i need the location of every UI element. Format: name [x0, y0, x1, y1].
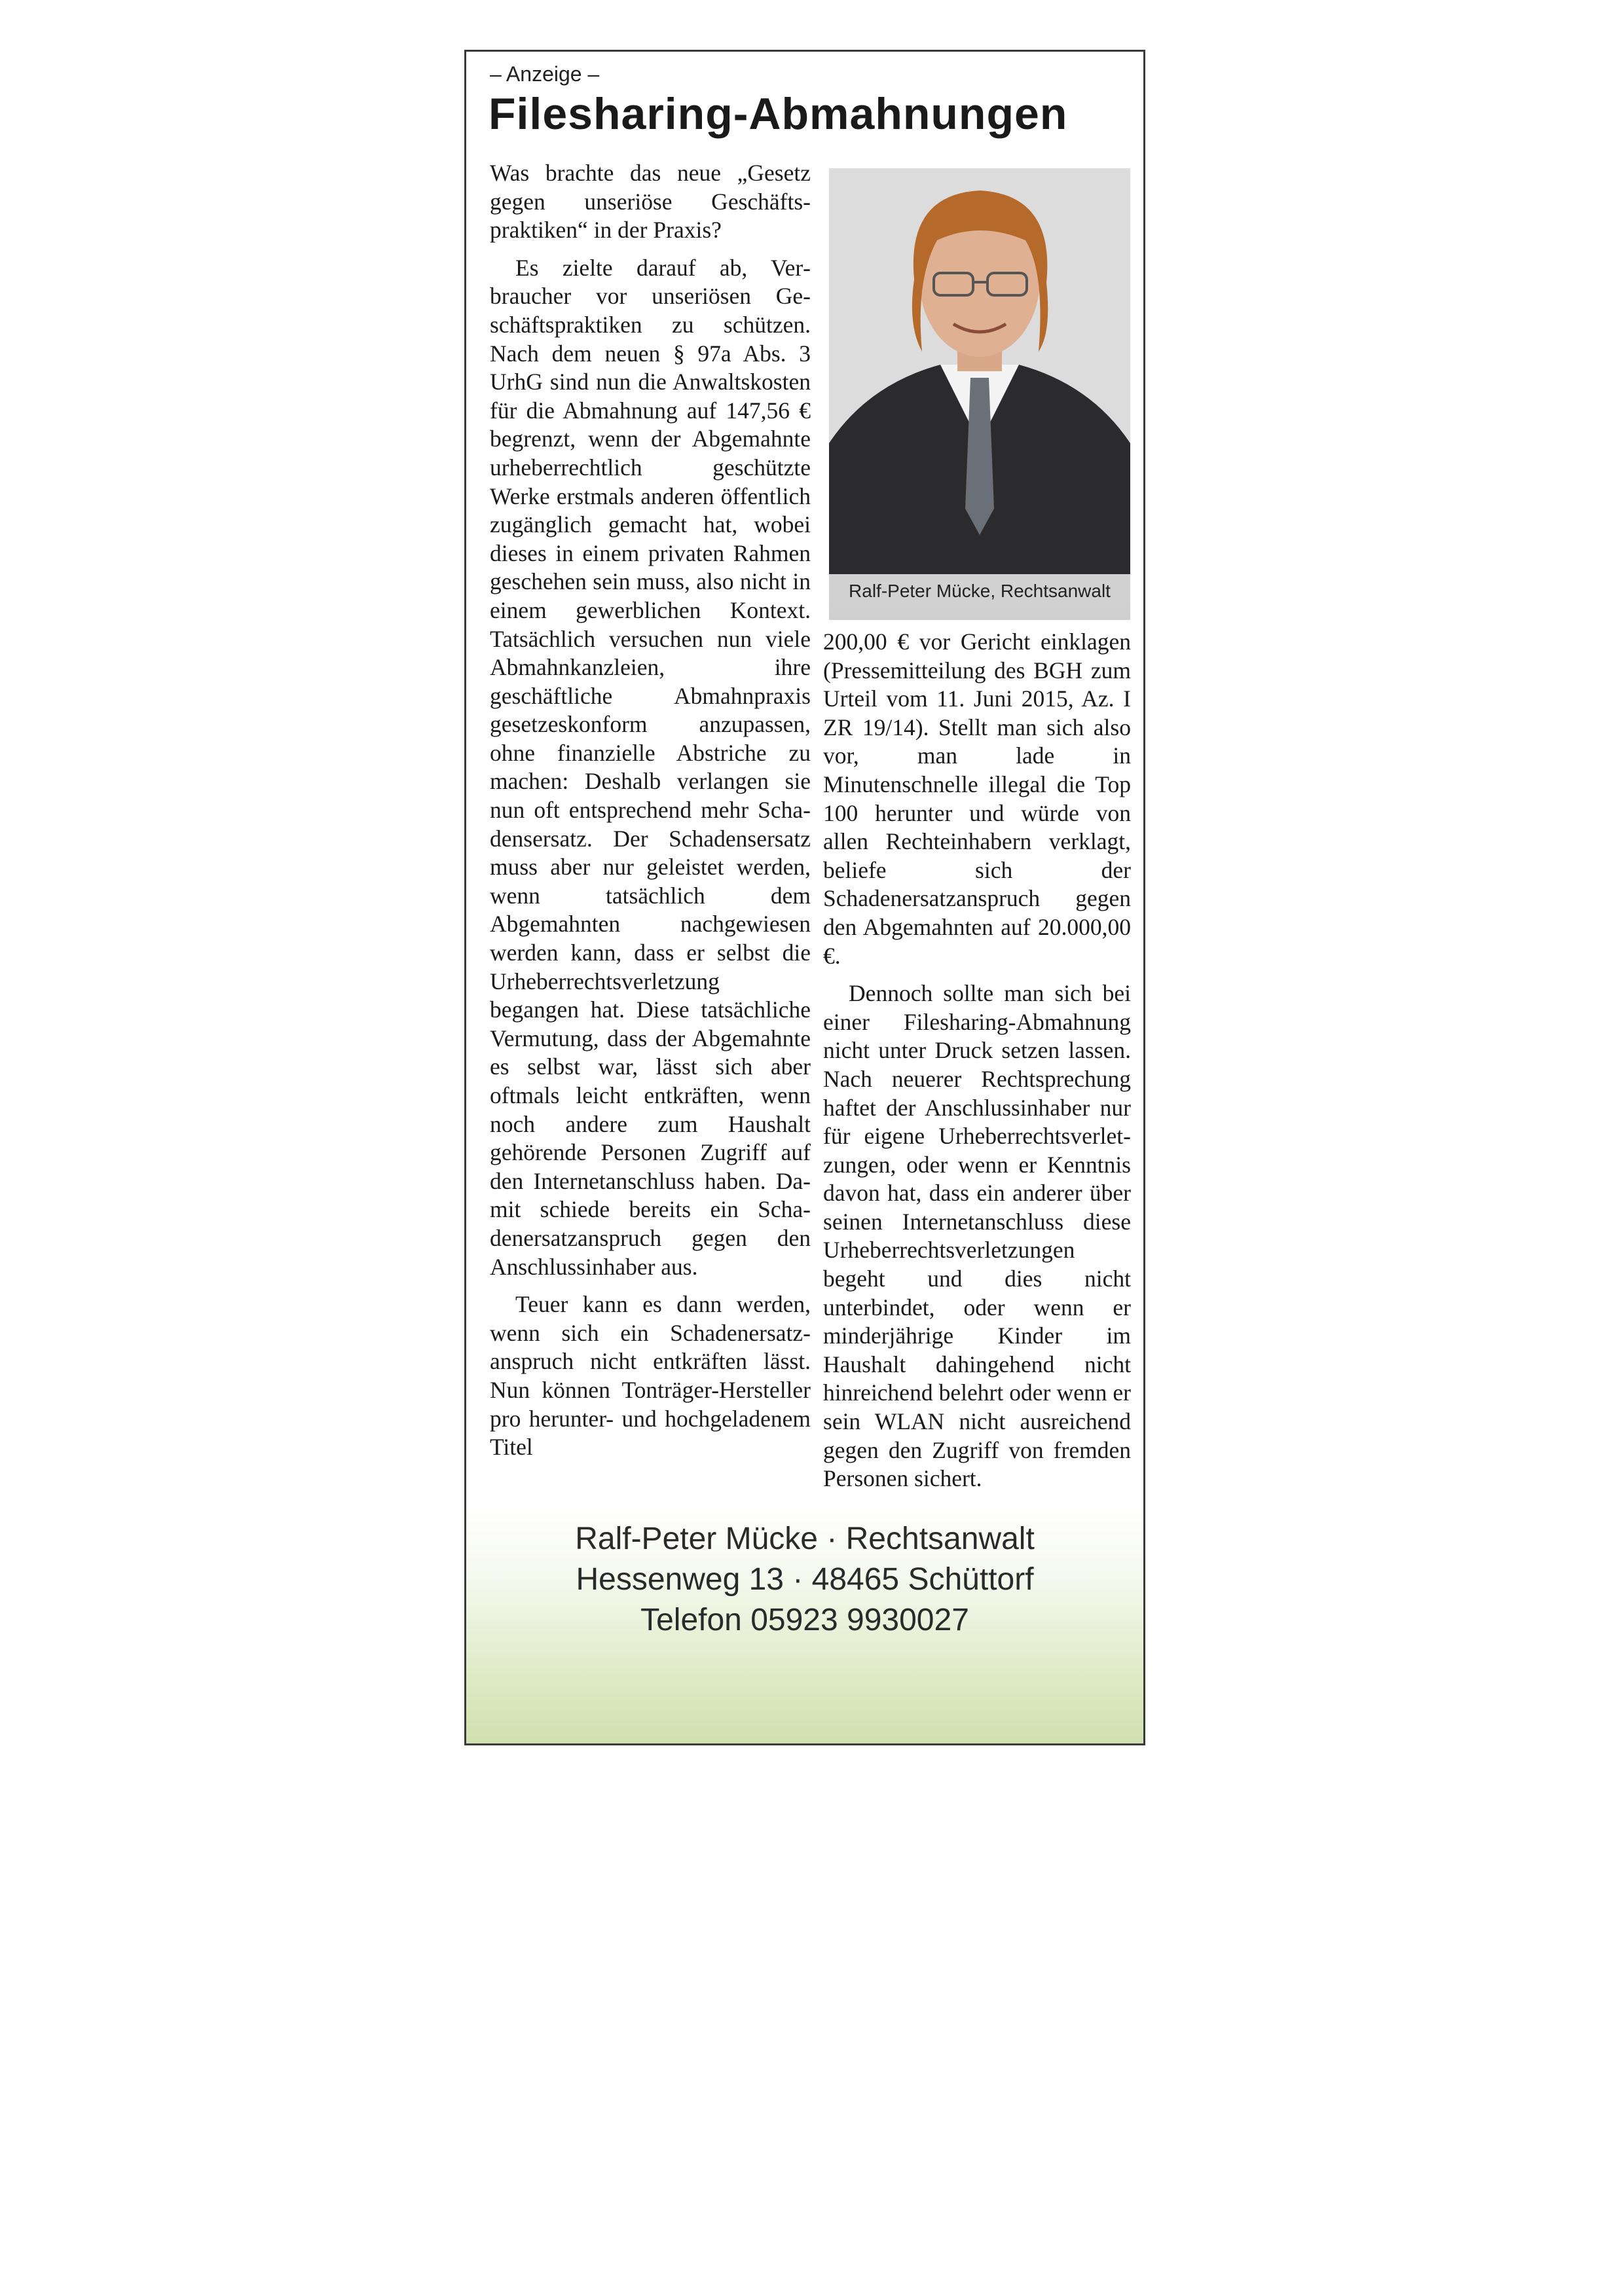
- lawyer-portrait-photo: [829, 168, 1130, 620]
- advertisement-box: [464, 50, 1145, 1745]
- ad-kicker: – Anzeige –: [490, 62, 600, 86]
- article-column-right: [823, 628, 1131, 1493]
- portrait-illustration: [829, 168, 1130, 574]
- article-column-left: [490, 159, 811, 1462]
- footer-name: Ralf-Peter Mücke · Rechtsanwalt: [575, 1522, 1035, 1556]
- paragraph-body: Es zielte darauf ab, Verbraucher vor unseriösen Geschäftspraktiken zu schützen. Nach dem neuen § 97a Abs. 3 UrhG sind nun die Anwaltskosten für die Abmahnung auf 147,56 € begrenzt, wenn der Abgemahnte urheberrechtlich geschützte Werke erstmals anderen öffentlich zugänglich gemacht hat, wobei dieses in einem privaten Rahmen geschehen sein muss, also nicht in einem gewerblichen Kontext. Tatsächlich versuchen nun viele Abmahnkanzleien, ihre geschäftliche Abmahnpraxis gesetzeskonform anzupassen, ohne finanzielle Abstriche zu machen: Deshalb verlangen sie nun oft entsprechend mehr Schadensersatz. Der Schadensersatz muss aber nur geleistet werden, wenn tatsächlich dem Abgemahnten nachgewiesen werden kann, dass er selbst die Urheberrechtsverletzung begangen hat. Diese tatsächliche Vermutung, dass der Abgemahnte es selbst war, lässt sich aber oftmals leicht entkräften, wenn noch andere zum Haushalt gehörende Personen Zugriff auf den Internetanschluss haben. Damit schiede bereits ein Schadenersatzanspruch gegen den Anschlussinhaber aus.: [490, 254, 811, 1280]
- footer-address: Hessenweg 13 · 48465 Schüttorf: [576, 1562, 1034, 1597]
- footer-phone: Telefon 05923 9930027: [640, 1603, 969, 1637]
- photo-caption: Ralf-Peter Mücke, Rechtsanwalt: [849, 581, 1111, 601]
- contact-footer: [466, 1502, 1143, 1744]
- paragraph-advice: Dennoch sollte man sich bei einer Filesharing-Abmahnung nicht unter Druck setzen lassen. Nach neuerer Rechtsprechung haftet der Anschlussinhaber nur für eigene Urheberrechtsverletzungen, oder wenn er Kenntnis davon hat, dass ein anderer über seinen Internetanschluss diese Urheberrechtsverletzungen begeht und dies nicht unterbindet, oder wenn er minderjährige Kinder im Haushalt dahingehend nicht hinreichend belehrt oder wenn er sein WLAN nicht ausreichend gegen den Zugriff von fremden Personen sichert.: [823, 980, 1131, 1492]
- paragraph-court: 200,00 € vor Gericht einklagen (Pressemitteilung des BGH zum Urteil vom 11. Juni 2015, Az. I ZR 19/14). Stellt man sich also vor, man lade in Minutenschnelle illegal die Top 100 herunter und würde von allen Rechteinhabern verklagt, beliefe sich der Schadenersatzanspruch gegen den Abgemahnten auf 20.000,00 €.: [823, 629, 1131, 969]
- headline: Filesharing-Abmahnungen: [489, 89, 1068, 139]
- paragraph-intro: Was brachte das neue „Gesetz gegen unseriöse Geschäftspraktiken“ in der Praxis?: [490, 160, 811, 244]
- paragraph-costs: Teuer kann es dann werden, wenn sich ein Schadenersatzanspruch nicht entkräften lässt. Nun können Tonträger-Hersteller pro herunter- und hochgeladenem Titel: [490, 1291, 811, 1461]
